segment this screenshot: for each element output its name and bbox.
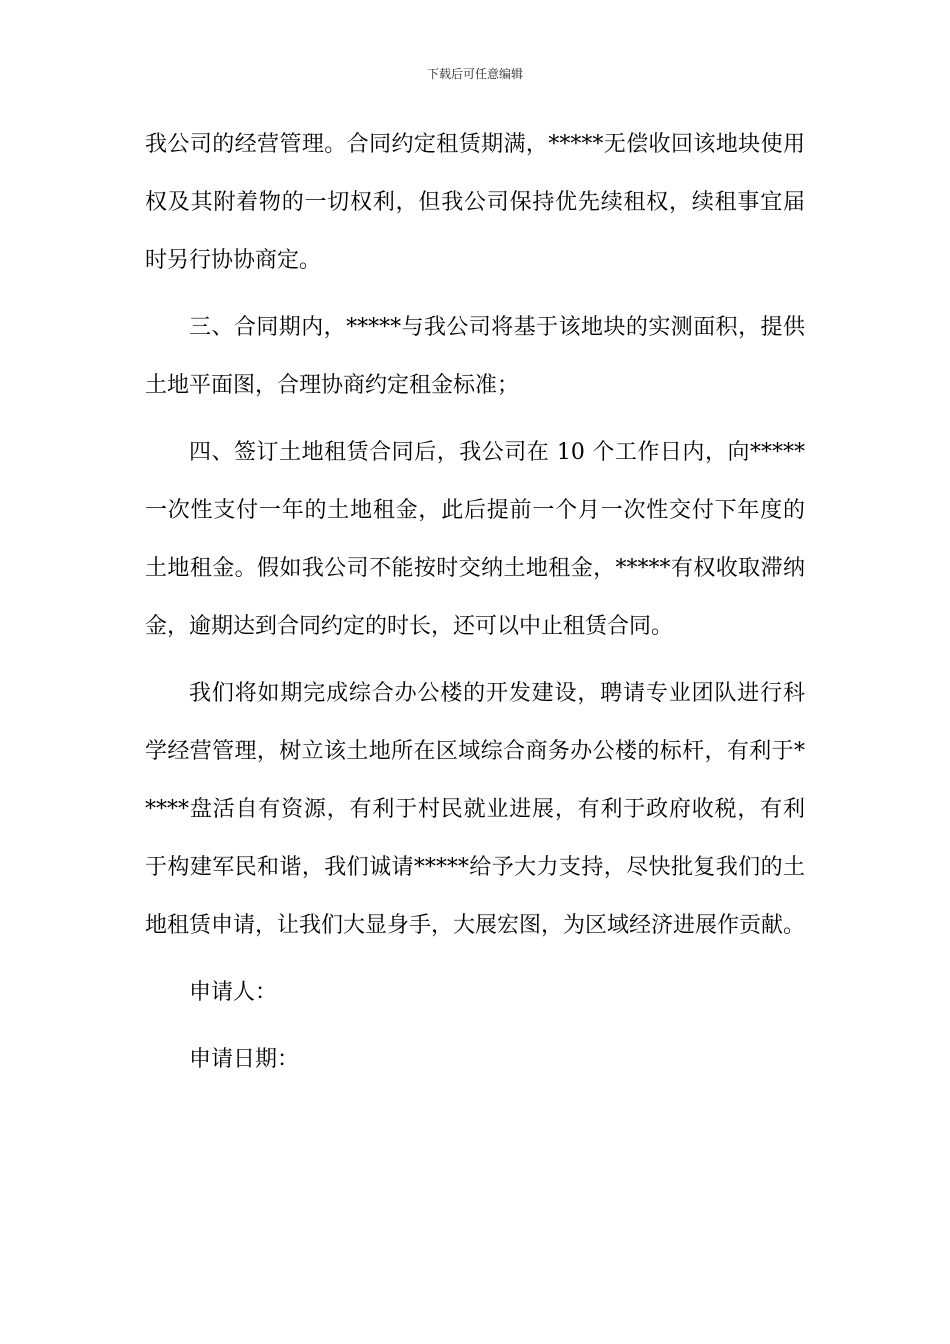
text-line: ****盘活自有资源，有利于村民就业进展，有利于政府收税，有利 — [145, 797, 805, 822]
page-header: 下载后可任意编辑 — [426, 67, 523, 81]
text-line: 申请日期： — [189, 1047, 300, 1072]
text-line: 我公司的经营管理。合同约定租赁期满，*****无偿收回该地块使用 — [145, 132, 805, 157]
text-line: 权及其附着物的一切权利，但我公司保持优先续租权，续租事宜届 — [145, 190, 805, 215]
text-line: 三、合同期内，*****与我公司将基于该地块的实测面积，提供 — [189, 315, 805, 340]
application-date-label — [145, 1045, 805, 1075]
paragraph-closing-request — [145, 679, 805, 941]
text-line: 我们将如期完成综合办公楼的开发建设，聘请专业团队进行科 — [189, 681, 805, 706]
text-line: 四、签订土地租赁合同后，我公司在 10 个工作日内，向***** — [189, 440, 805, 465]
text-line: 时另行协协商定。 — [145, 248, 322, 273]
text-line: 于构建军民和谐，我们诚请*****给予大力支持，尽快批复我们的土 — [145, 855, 805, 880]
text-line: 金，逾期达到合同约定的时长，还可以中止租赁合同。 — [145, 614, 674, 639]
text-line: 地租赁申请，让我们大显身手，大展宏图，为区域经济进展作贡献。 — [145, 913, 806, 938]
text-line: 申请人： — [189, 980, 278, 1005]
document-body — [145, 130, 805, 1075]
paragraph-item-four — [145, 438, 805, 642]
applicant-label — [145, 978, 805, 1008]
text-line: 土地租金。假如我公司不能按时交纳土地租金，*****有权收取滞纳 — [145, 556, 805, 581]
text-line: 土地平面图，合理协商约定租金标准； — [145, 373, 520, 398]
paragraph-item-three — [145, 313, 805, 401]
text-line: 学经营管理，树立该土地所在区域综合商务办公楼的标杆，有利于* — [145, 739, 805, 764]
paragraph-lease-expiry — [145, 130, 805, 276]
text-line: 一次性支付一年的土地租金，此后提前一个月一次性交付下年度的 — [145, 498, 805, 523]
